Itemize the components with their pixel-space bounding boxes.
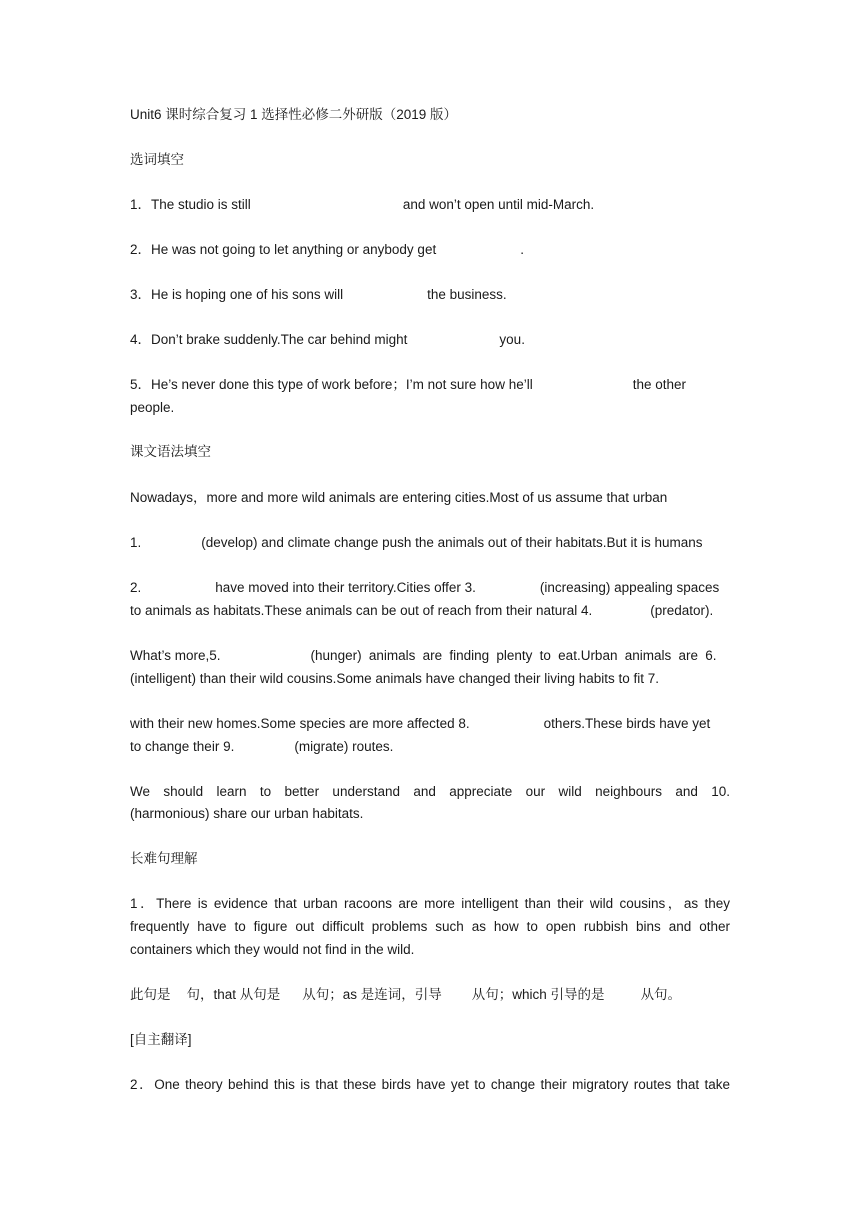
fill-item-2 [130,239,730,262]
blank-hint-text: (hunger) animals are finding plenty to eat.Urban animals are 6. [310,648,717,663]
item-text-before: Don’t brake suddenly.The car behind might [151,332,408,347]
grammar-paragraph-intro: Nowadays，more and more wild animals are entering cities.Most of us assume that urban [130,490,668,505]
section-heading-grammar-fill: 课文语法填空 [130,444,211,459]
item-number: 2． [130,242,152,257]
item-text-after: . [520,242,524,257]
item-text-after: the other [632,377,687,392]
document-title: Unit6 课时综合复习 1 选择性必修二外研版（2019 版） [130,107,458,122]
blank-text: What’s more,5. [130,648,221,663]
analysis-text: 从句；which 引导的是 [471,987,605,1002]
analysis-text: 句，that 从句是 [186,987,281,1002]
item-text-before: He’s never done this type of work before；I’m not sure how he’ll [151,377,533,392]
analysis-text: 从句。 [640,987,682,1002]
item-text-before: He was not going to let anything or anybody get [151,242,437,257]
grammar-blank-5-line [130,645,730,668]
sentence-end: . [709,603,714,618]
blank-hint-text: (predator) [650,603,710,618]
long-sentence-2-line-1: 2．One theory behind this is that these birds have yet to change their migratory routes that take [130,1077,730,1092]
section-heading-long-sentences: 长难句理解 [130,851,198,866]
blank-hint-text: (develop) and climate change push the animals out of their habitats.But it is humans [201,535,703,550]
grammar-blank-8-line [130,713,730,736]
fill-item-1 [130,194,730,217]
blank-text: to animals as habitats.These animals can be out of reach from their natural 4. [130,603,593,618]
item-number: 5． [130,377,152,392]
fill-item-4 [130,329,730,352]
grammar-blank-10-continued: (harmonious) share our urban habitats. [130,806,364,821]
grammar-blank-4-line [130,600,730,623]
item-text-before: He is hoping one of his sons will [151,287,344,302]
blank-hint-text: (migrate) routes. [294,739,394,754]
section-heading-fill-words: 选词填空 [130,152,184,167]
blank-text: others.These birds have yet [543,716,711,731]
analysis-text: 从句；as 是连词，引导 [302,987,442,1002]
blank-text: to change their 9. [130,739,235,754]
long-sentence-1-line-3: containers which they would not find in the wild. [130,942,415,957]
blank-hint-text: (increasing) appealing spaces [539,580,720,595]
translate-label: [自主翻译] [130,1032,192,1047]
fill-item-5-continued: people. [130,400,175,415]
grammar-blank-6-line: (intelligent) than their wild cousins.Some animals have changed their living habits to fit 7. [130,671,660,686]
grammar-blank-1-line [130,532,730,555]
fill-item-5 [130,374,730,397]
blank-number: 1. [130,535,142,550]
item-text-after: the business. [427,287,507,302]
item-text-after: you. [499,332,525,347]
long-sentence-1-line-1: 1．There is evidence that urban racoons are more intelligent than their wild cousins，as they [130,896,730,911]
grammar-blank-10-line: We should learn to better understand and appreciate our wild neighbours and 10. [130,784,730,799]
blank-number: 2. [130,580,142,595]
blank-text: have moved into their territory.Cities offer 3. [215,580,476,595]
analysis-text: 此句是 [130,987,171,1002]
item-number: 3． [130,287,152,302]
long-sentence-1-line-2: frequently have to figure out difficult problems such as how to open rubbish bins and other [130,919,730,934]
grammar-blank-9-line [130,736,730,759]
grammar-blank-2-line [130,577,730,600]
item-text-after: and won’t open until mid-March. [402,197,595,212]
item-text-before: The studio is still [151,197,251,212]
sentence-analysis [130,984,730,1007]
item-number: 4． [130,332,152,347]
blank-text: with their new homes.Some species are more affected 8. [130,716,470,731]
fill-item-3 [130,284,730,307]
item-number: 1． [130,197,152,212]
